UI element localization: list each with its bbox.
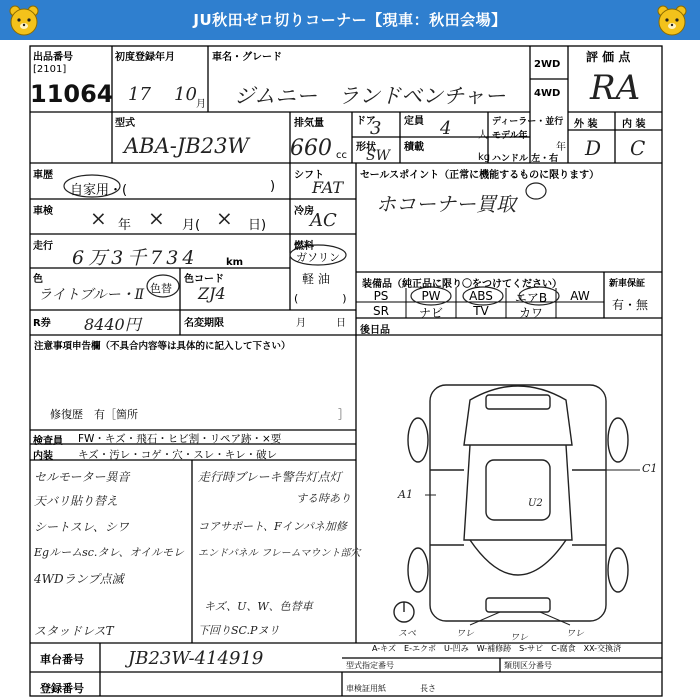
name-change-day: 日 [336,318,346,329]
evaluation-label: 評 価 点 [586,50,631,64]
notes-label: 注意事項申告欄（不具合内容等は具体的に記入して下さい） [34,341,291,352]
load-label: 積載 [404,142,424,153]
model-code-label: 型式 [115,118,135,129]
shift-label: シフト [294,170,324,181]
usage-close: ) [270,179,276,194]
usage: 自家用・( [70,183,128,198]
note-right-6: 下回りSC.Pヌリ [198,624,280,637]
exterior-label: 外 装 [574,119,598,130]
note-line-4: Egルームsc.タレ、オイルモレ [34,546,184,559]
repair-label: 修復歴 有［箇所 [50,408,138,421]
km-unit: km [226,257,244,268]
type-designation-label: 型式指定番号 [346,661,394,670]
equip-sr: SR [373,304,389,318]
inspector-label: 検査員 [33,436,63,447]
color-code-label: 色コード [184,274,224,285]
model-code: ABA-JB23W [124,134,250,158]
equip-leather: カワ [518,306,543,320]
lot-number: 11064 [30,80,114,108]
model-grade-label: 車名・グレード [212,52,282,63]
first-registration-year: 17 [128,84,151,105]
model-year-suffix: 年 [556,142,566,153]
shift: FAT [312,178,344,197]
color-code: ZJ4 [198,284,226,303]
fuel-label: 燃料 [294,241,314,252]
damage-mark-u2: U2 [528,498,543,509]
ac: AC [310,210,337,231]
shape: SW [366,148,390,164]
lot-sub-code: [2101] [33,64,67,75]
dealer-label: ディーラー・並行 [492,117,564,127]
usage-label: 車歴 [33,170,53,181]
equip-airbag: エアB [514,291,548,305]
check-row-interior: キズ・汚レ・コゲ・穴・スレ・キレ・破レ [78,449,278,461]
fuel-other: ( ) [294,292,347,305]
inspection-year-x: × [90,206,107,230]
interior-check-label: 内装 [33,451,53,462]
displacement: 660 [290,136,332,161]
doors-label: ドア [356,116,376,127]
repair-close: ］ [338,408,349,421]
inspection-month-suffix: 月( [182,218,201,233]
note-right-5: キズ、U、W、色替車 [204,600,313,613]
damage-mark-crack-2: ワレ [510,633,529,643]
evaluation-score: RA [590,68,641,108]
note-right-2: する時あり [296,492,351,505]
color-value: ライトブルー・Ⅱ [38,287,145,303]
capacity: 4 [440,118,452,139]
fuel-diesel: 軽 油 [302,272,330,286]
name-change-month: 月 [296,318,306,329]
new-warranty-label: 新車保証 [609,279,646,289]
interior-grade: C [630,136,646,160]
warranty-value: 有・無 [612,298,649,312]
chassis-number: JB23W-414919 [128,648,264,669]
drive-2wd: 2WD [534,59,561,70]
equip-pw: PW [421,289,441,303]
equip-navi: ナビ [418,306,443,320]
name-change-label: 名変期限 [184,318,224,329]
inspection-year-suffix: 年 [118,218,132,233]
recycle-label: R券 [33,318,51,329]
lot-number-label: 出品番号 [33,52,73,63]
color-label: 色 [33,274,43,285]
equipment-label: 装備品（純正品に限り〇をつけてください） [362,279,562,290]
mileage: 6万3千734 [72,247,199,269]
model-name: ジムニー ランドベンチャー [234,84,506,108]
damage-mark-crack-3: ワレ [566,629,585,639]
drive-4wd: 4WD [534,88,561,99]
kg-unit: kg [478,152,491,163]
chassis-number-label: 車台番号 [40,653,84,666]
person-unit: 人 [478,130,488,141]
damage-mark-c1: C1 [642,462,658,475]
length-label: 長さ [420,684,436,693]
page-title: JU秋田ゼロ切りコーナー【現車：秋田会場】 [193,11,507,29]
capacity-label: 定員 [404,116,424,127]
handle-label: ハンドル 左・右 [492,154,559,164]
check-row-exterior: FW・キズ・飛石・ヒビ割・リペア跡・×要 [78,433,282,445]
exterior-grade: D [585,136,602,160]
inspection-month-x: × [148,206,165,230]
model-year-label: モデル年 [492,131,528,141]
ac-label: 冷房 [294,206,314,217]
damage-mark-a1: A1 [398,488,413,501]
equip-aw: AW [570,289,590,303]
first-registration-month: 10 [174,84,197,105]
note-right-4: エンドパネル フレームマウント部穴 [198,548,361,559]
rear-items-label: 後日品 [360,325,390,336]
color-change: 色替 [150,282,172,295]
sales-point-label: セールスポイント（正常に機能するものに限ります） [360,170,600,181]
note-line-6: スタッドレスT [34,624,114,638]
mileage-label: 走行 [33,241,53,252]
equip-ps: PS [373,289,389,303]
note-right-3: コアサポート、Fインパネ加修 [198,520,347,533]
recycle-value: 8440円 [84,315,141,334]
note-right-1: 走行時ブレーキ警告灯点灯 [198,470,342,484]
category-label: 類別区分番号 [504,661,552,670]
inspection-day-suffix: 日) [248,218,267,233]
note-line-2: 天バリ貼り替え [34,494,119,508]
damage-mark-crack-1: ワレ [456,629,475,639]
note-line-1: セルモーター異音 [34,470,130,484]
damage-legend: A-キズ E-エクボ U-凹み W-補修跡 S-サビ C-腐食 XX-交換済 [372,644,622,653]
equip-tv: TV [473,304,489,318]
registration-label: 登録番号 [40,682,84,695]
first-registration-label: 初度登録年月 [115,52,175,63]
inspection-day-x: × [216,206,233,230]
interior-label: 内 装 [622,119,646,130]
note-line-5: 4WDランプ点滅 [34,572,124,586]
sales-point: ホコーナー買取 [376,192,516,216]
month-suffix: 月 [196,99,206,110]
cc-unit: cc [336,150,347,161]
inspection-label: 車検 [33,206,53,217]
displacement-label: 排気量 [294,118,324,129]
doors: 3 [370,118,382,139]
fuel-gasoline: ガソリン [296,251,340,264]
equip-abs: ABS [469,289,493,303]
shape-label: 形状 [356,142,376,153]
damage-mark-spare: スペ [398,629,417,639]
note-line-3: シートスレ、シワ [34,520,129,534]
certificate-paper-label: 車検証用紙 [346,684,386,693]
